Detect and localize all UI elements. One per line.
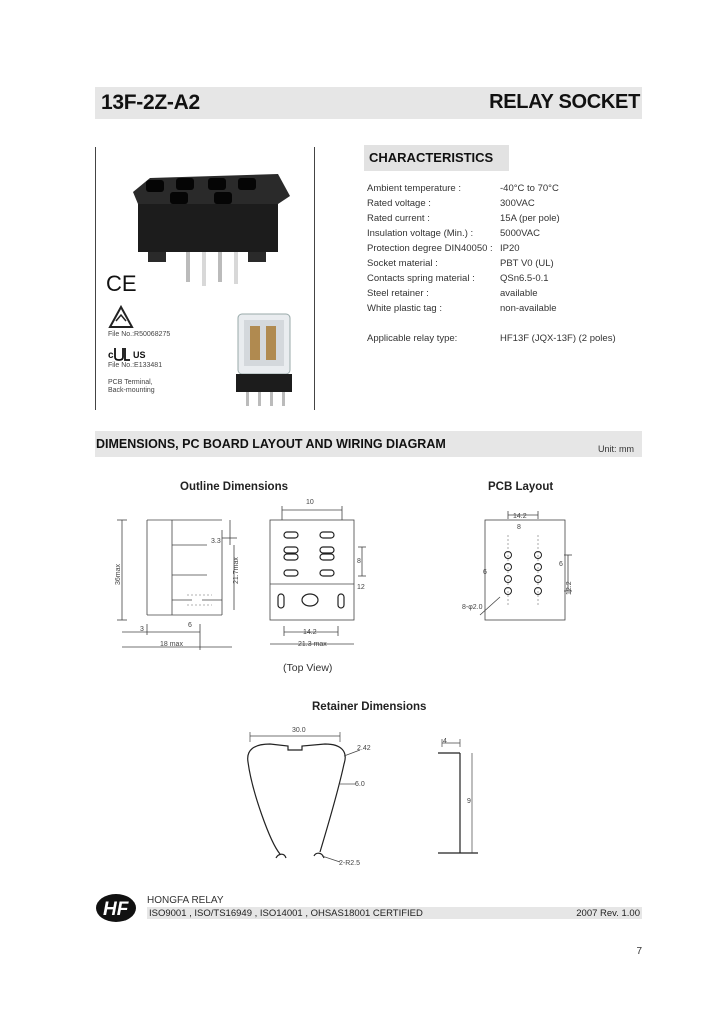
dim-14-2-label: 14.2: [303, 629, 317, 636]
spec-value: QSn6.5-0.1: [500, 273, 549, 284]
dim-18max-label: 18 max: [160, 641, 183, 648]
outline-dimensions-title: Outline Dimensions: [180, 481, 288, 493]
pcb-dim-6b-label: 6: [559, 561, 563, 568]
tuv-mark-icon: [108, 305, 134, 331]
retainer-dim-30-label: 30.0: [292, 727, 306, 734]
spec-label: Steel retainer :: [367, 288, 429, 299]
spec-label: Rated voltage :: [367, 198, 431, 209]
dim-8-label: 8: [357, 558, 361, 565]
ce-mark-icon: [106, 271, 137, 296]
retainer-dim-2-42-label: 2.42: [357, 745, 371, 752]
pcb-dim-6-label: 6: [483, 569, 487, 576]
retainer-dim-4-label: 4: [443, 738, 447, 745]
pcb-dim-8-label: 8: [517, 524, 521, 531]
relay-type-value: HF13F (JQX-13F) (2 poles): [500, 333, 616, 344]
dim-3-3-label: 3.3: [211, 538, 221, 545]
ul-c-text: c: [108, 350, 114, 361]
ul-mark-icon: [108, 346, 154, 362]
model-title: 13F-2Z-A2: [101, 91, 200, 114]
dim-10-label: 10: [306, 499, 314, 506]
pcb-dim-14-2-label: 14.2: [513, 513, 527, 520]
spec-value: IP20: [500, 243, 520, 254]
dim-21-3max-label: 21.3 max: [298, 641, 327, 648]
spec-value: PBT V0 (UL): [500, 258, 554, 269]
spec-label: White plastic tag :: [367, 303, 442, 314]
spec-label: Insulation voltage (Min.) :: [367, 228, 474, 239]
relay-type-label: Applicable relay type:: [367, 333, 458, 344]
unit-label: Unit: mm: [598, 444, 634, 454]
retainer-dimensions-title: Retainer Dimensions: [312, 701, 427, 713]
spec-value: 5000VAC: [500, 228, 540, 239]
dim-6-label: 6: [188, 622, 192, 629]
pcb-dim-12-2-label: 12.2: [566, 581, 573, 595]
ul-us-text: US: [133, 350, 146, 360]
dim-3-label: 3: [140, 626, 144, 633]
left-panel-border: [95, 147, 96, 410]
socket-photo: [128, 170, 293, 288]
outline-side-view-drawing: [112, 500, 252, 652]
spec-value: -40°C to 70°C: [500, 183, 559, 194]
spec-value: non-available: [500, 303, 557, 314]
terminal-note-2: Back-mounting: [108, 387, 155, 394]
dim-12-label: 12: [357, 584, 365, 591]
dim-36max-label: 36max: [115, 563, 122, 585]
revision: 2007 Rev. 1.00: [576, 908, 640, 919]
retainer-side-view-drawing: [430, 735, 490, 860]
spec-value: 300VAC: [500, 198, 535, 209]
right-panel-border: [314, 147, 315, 410]
file-no-tuv: File No.:R50068275: [108, 331, 171, 338]
document-title: RELAY SOCKET: [489, 91, 640, 113]
spec-value: 15A (per pole): [500, 213, 560, 224]
hongfa-logo-text: HF: [103, 899, 129, 920]
spec-label: Ambient temperature :: [367, 183, 461, 194]
spec-value: available: [500, 288, 538, 299]
spec-label: Protection degree DIN40050 :: [367, 243, 493, 254]
retainer-dim-r2-5-label: 2-R2.5: [339, 860, 361, 867]
outline-top-view-drawing: [262, 502, 374, 652]
top-view-caption: (Top View): [283, 662, 333, 674]
characteristics-title: CHARACTERISTICS: [369, 150, 494, 165]
company-name: HONGFA RELAY: [147, 895, 224, 906]
spec-label: Contacts spring material :: [367, 273, 475, 284]
spec-label: Rated current :: [367, 213, 430, 224]
retainer-dim-9-label: 9: [467, 798, 471, 805]
dimensions-title: DIMENSIONS, PC BOARD LAYOUT AND WIRING DIAGRAM: [96, 437, 446, 451]
hongfa-logo-icon: [94, 892, 144, 924]
file-no-ul: File No.:E133481: [108, 362, 163, 369]
pcb-layout-title: PCB Layout: [488, 481, 554, 493]
terminal-note-1: PCB Terminal,: [108, 379, 153, 386]
page-number: 7: [636, 946, 642, 957]
pcb-dim-phi-label: 8-φ2.0: [462, 604, 483, 611]
dim-21-7max-label: 21.7max: [233, 557, 240, 584]
ce-mark-text: CE: [106, 271, 137, 296]
certifications: ISO9001 , ISO/TS16949 , ISO14001 , OHSAS18001 CERTIFIED: [149, 908, 423, 919]
spec-label: Socket material :: [367, 258, 438, 269]
retainer-dim-6-label: 6.0: [355, 781, 365, 788]
relay-with-socket-photo: [228, 308, 298, 410]
